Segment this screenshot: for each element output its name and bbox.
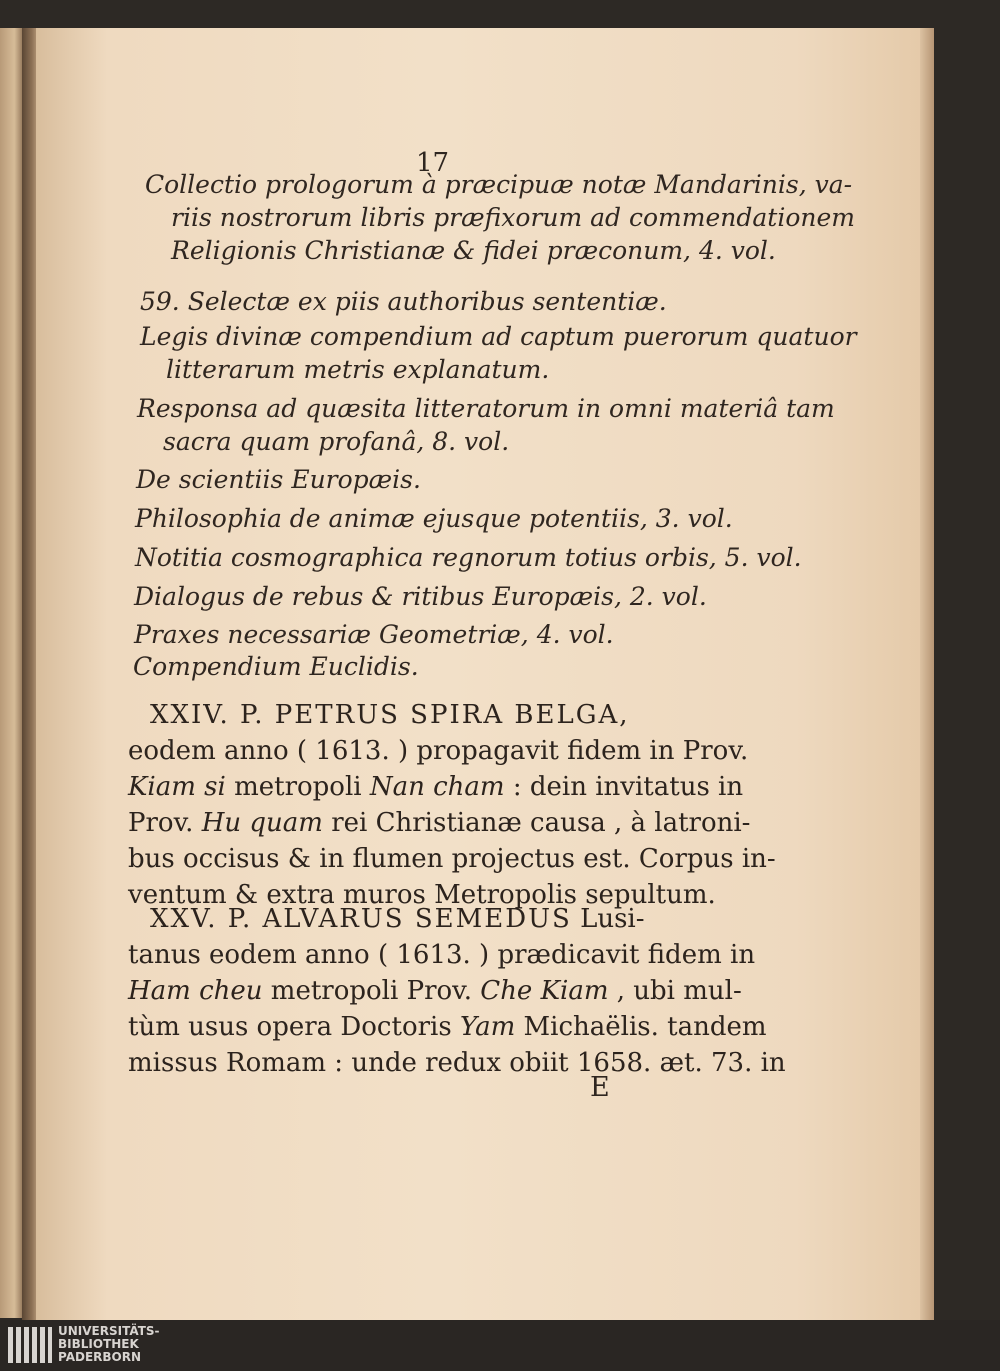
paragraph-line: ventum & extra muros Metropolis sepultum. <box>128 880 716 910</box>
paragraph-line: eodem anno ( 1613. ) propagavit fidem in Prov. <box>128 736 749 766</box>
paragraph-line <box>128 805 776 841</box>
paragraph-line <box>128 1009 786 1045</box>
text-run: Prov. <box>128 808 202 838</box>
person-name: Yam <box>459 1012 516 1042</box>
paragraph-xxv <box>128 901 786 1081</box>
entry-philosophia <box>135 502 733 535</box>
catchword: E <box>590 1072 610 1103</box>
entry-line: 59. Selectæ ex piis authoribus sententiæ. <box>140 287 667 316</box>
library-name <box>58 1325 160 1364</box>
text-run: metropoli <box>225 772 370 802</box>
entry-line: Praxes necessariæ Geometriæ, 4. vol. <box>134 620 614 649</box>
text-run: : dein invitatus in <box>504 772 744 802</box>
library-name-line: UNIVERSITÄTS- <box>58 1324 160 1338</box>
paragraph-line <box>128 973 786 1009</box>
entry-line: riis nostrorum libris præfixorum ad commendationem <box>171 203 855 232</box>
text-run: , ubi mul- <box>608 976 742 1006</box>
entry-collectio <box>145 168 855 267</box>
page-edge <box>920 28 934 1320</box>
entry-line: Philosophia de animæ ejusque potentiis, 3. vol. <box>135 504 733 533</box>
entry-line: litterarum metris explanatum. <box>166 355 550 384</box>
entry-dialogus <box>134 580 707 613</box>
paragraph-line: missus Romam : unde redux obiit 1658. æt. 73. in <box>128 1048 786 1078</box>
entry-line: Religionis Christianæ & fidei præconum, 4. vol. <box>171 236 776 265</box>
paragraph-heading: XXIV. P. PETRUS SPIRA BELGA, <box>150 700 630 730</box>
place-name: Che Kiam <box>480 976 609 1006</box>
paragraph-line <box>128 769 776 805</box>
entry-line: De scientiis Europæis. <box>136 465 421 494</box>
entry-legis <box>140 320 857 386</box>
entry-line: Collectio prologorum à præcipuæ notæ Mandarinis, va- <box>145 170 853 199</box>
place-name: Ham cheu <box>128 976 263 1006</box>
entry-line: Legis divinæ compendium ad captum puerorum quatuor <box>140 322 857 351</box>
entry-line: sacra quam profanâ, 8. vol. <box>163 427 510 456</box>
place-name: Nan cham <box>369 772 505 802</box>
entry-praxes <box>134 618 614 651</box>
paragraph-line: bus occisus & in flumen projectus est. Corpus in- <box>128 844 776 874</box>
text-run: tùm usus opera Doctoris <box>128 1012 460 1042</box>
paragraph-line: tanus eodem anno ( 1613. ) prædicavit fidem in <box>128 940 756 970</box>
entry-selectae <box>140 285 667 318</box>
text-run: rei Christianæ causa , à latroni- <box>322 808 751 838</box>
entry-compendium <box>133 650 419 683</box>
text-run: Lusi- <box>571 904 645 934</box>
entry-line: Dialogus de rebus & ritibus Europæis, 2. vol. <box>134 582 707 611</box>
entry-line: Compendium Euclidis. <box>133 652 419 681</box>
paragraph-heading: XXV. P. ALVARUS SEMEDUS <box>150 904 572 934</box>
place-name: Kiam si <box>128 772 226 802</box>
text-run: metropoli Prov. <box>262 976 481 1006</box>
place-name: Hu quam <box>201 808 323 838</box>
text-run: Michaëlis. tandem <box>515 1012 767 1042</box>
library-name-line: PADERBORN <box>58 1350 142 1364</box>
entry-line: Notitia cosmographica regnorum totius orbis, 5. vol. <box>135 543 802 572</box>
entry-de-scientiis <box>136 463 421 496</box>
facing-page-edge <box>0 28 24 1318</box>
entry-notitia <box>135 541 802 574</box>
page-number: 17 <box>416 148 450 178</box>
library-name-line: BIBLIOTHEK <box>58 1337 139 1351</box>
paragraph-xxiv <box>128 697 776 913</box>
entry-responsa <box>137 392 835 458</box>
library-logo-icon <box>6 1323 54 1367</box>
entry-line: Responsa ad quæsita litteratorum in omni materiâ tam <box>137 394 835 423</box>
